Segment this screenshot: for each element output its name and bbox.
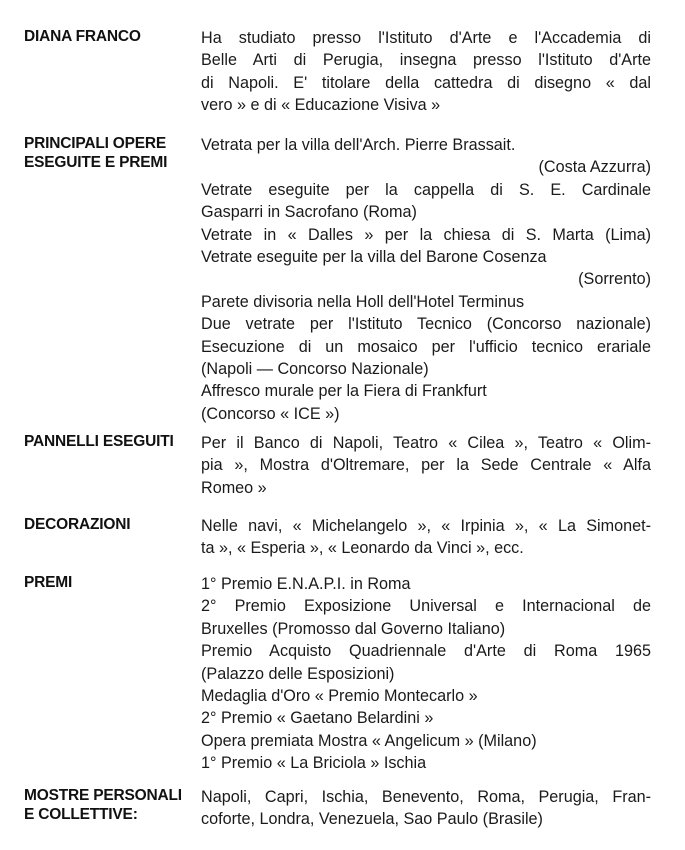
section-heading bbox=[24, 573, 202, 592]
body-line: Vetrate in « Dalles » per la chiesa di S. Marta (Lima) bbox=[201, 225, 651, 244]
body-line: Gasparri in Sacrofano (Roma) bbox=[201, 203, 417, 222]
body-line: vero » e di « Educazione Visiva » bbox=[201, 96, 441, 115]
body-line: Per il Banco di Napoli, Teatro « Cilea », Teatro « Olim- bbox=[201, 434, 651, 452]
body-line: Esecuzione di un mosaico per l'ufficio tecnico erariale bbox=[201, 337, 651, 356]
body-line: Ha studiato presso l'Istituto d'Arte e l'Accademia di bbox=[201, 29, 651, 47]
body-line: Affresco murale per la Fiera di Frankfurt bbox=[201, 382, 487, 401]
body-line: Romeo » bbox=[201, 478, 267, 497]
body-line: ta », « Esperia », « Leonardo da Vinci », ecc. bbox=[201, 539, 524, 558]
section-body bbox=[201, 134, 651, 425]
body-line: Belle Arti di Perugia, insegna presso l'Istituto d'Arte bbox=[201, 51, 651, 70]
body-line: (Concorso « ICE ») bbox=[201, 404, 340, 423]
body-line: 1° Premio E.N.A.P.I. in Roma bbox=[201, 575, 411, 593]
heading-line: DECORAZIONI bbox=[24, 516, 131, 533]
heading-line: E COLLETTIVE: bbox=[24, 806, 138, 823]
body-line: 2° Premio « Gaetano Belardini » bbox=[201, 709, 434, 728]
body-line: 1° Premio « La Briciola » Ischia bbox=[201, 754, 427, 773]
body-line: (Palazzo delle Esposizioni) bbox=[201, 664, 395, 683]
body-line: (Costa Azzurra) bbox=[538, 158, 651, 177]
section-body bbox=[201, 515, 651, 560]
body-line: coforte, Londra, Venezuela, Sao Paulo (Brasile) bbox=[201, 810, 543, 829]
body-line: (Sorrento) bbox=[578, 270, 651, 289]
heading-line: MOSTRE PERSONALI bbox=[24, 787, 182, 804]
heading-line: PREMI bbox=[24, 574, 73, 591]
body-line: di Napoli. E' titolare della cattedra di disegno « dal bbox=[201, 73, 651, 92]
heading-line: PRINCIPALI OPERE bbox=[24, 135, 167, 152]
section-heading bbox=[24, 515, 202, 534]
body-line: pia », Mostra d'Oltremare, per la Sede Centrale « Alfa bbox=[201, 456, 651, 475]
body-line: Opera premiata Mostra « Angelicum » (Milano) bbox=[201, 731, 537, 750]
heading-line: PANNELLI ESEGUITI bbox=[24, 433, 174, 450]
body-line: 2° Premio Exposizione Universal e Internacional de bbox=[201, 597, 651, 616]
section-body bbox=[201, 786, 651, 831]
heading-line: ESEGUITE E PREMI bbox=[24, 154, 168, 171]
body-line: Medaglia d'Oro « Premio Montecarlo » bbox=[201, 687, 478, 706]
body-line: Bruxelles (Promosso dal Governo Italiano) bbox=[201, 619, 506, 638]
section-heading bbox=[24, 134, 202, 172]
body-line: (Napoli — Concorso Nazionale) bbox=[201, 360, 429, 379]
body-line: Vetrata per la villa dell'Arch. Pierre Brassait. bbox=[201, 136, 516, 154]
body-line: Napoli, Capri, Ischia, Benevento, Roma, Perugia, Fran- bbox=[201, 788, 651, 806]
section-heading bbox=[24, 432, 202, 451]
body-line: Vetrate eseguite per la villa del Barone Cosenza bbox=[201, 248, 547, 267]
body-line: Parete divisoria nella Holl dell'Hotel Terminus bbox=[201, 292, 525, 311]
section-body bbox=[201, 27, 651, 117]
body-line: Vetrate eseguite per la cappella di S. E. Cardinale bbox=[201, 180, 651, 199]
section-heading bbox=[24, 27, 202, 46]
body-line: Premio Acquisto Quadriennale d'Arte di Roma 1965 bbox=[201, 642, 651, 661]
section-body bbox=[201, 573, 651, 775]
section-heading bbox=[24, 786, 202, 824]
section-body bbox=[201, 432, 651, 499]
body-line: Due vetrate per l'Istituto Tecnico (Concorso nazionale) bbox=[201, 315, 651, 334]
body-line: Nelle navi, « Michelangelo », « Irpinia », « La Simonet- bbox=[201, 517, 651, 535]
heading-line: DIANA FRANCO bbox=[24, 28, 141, 45]
